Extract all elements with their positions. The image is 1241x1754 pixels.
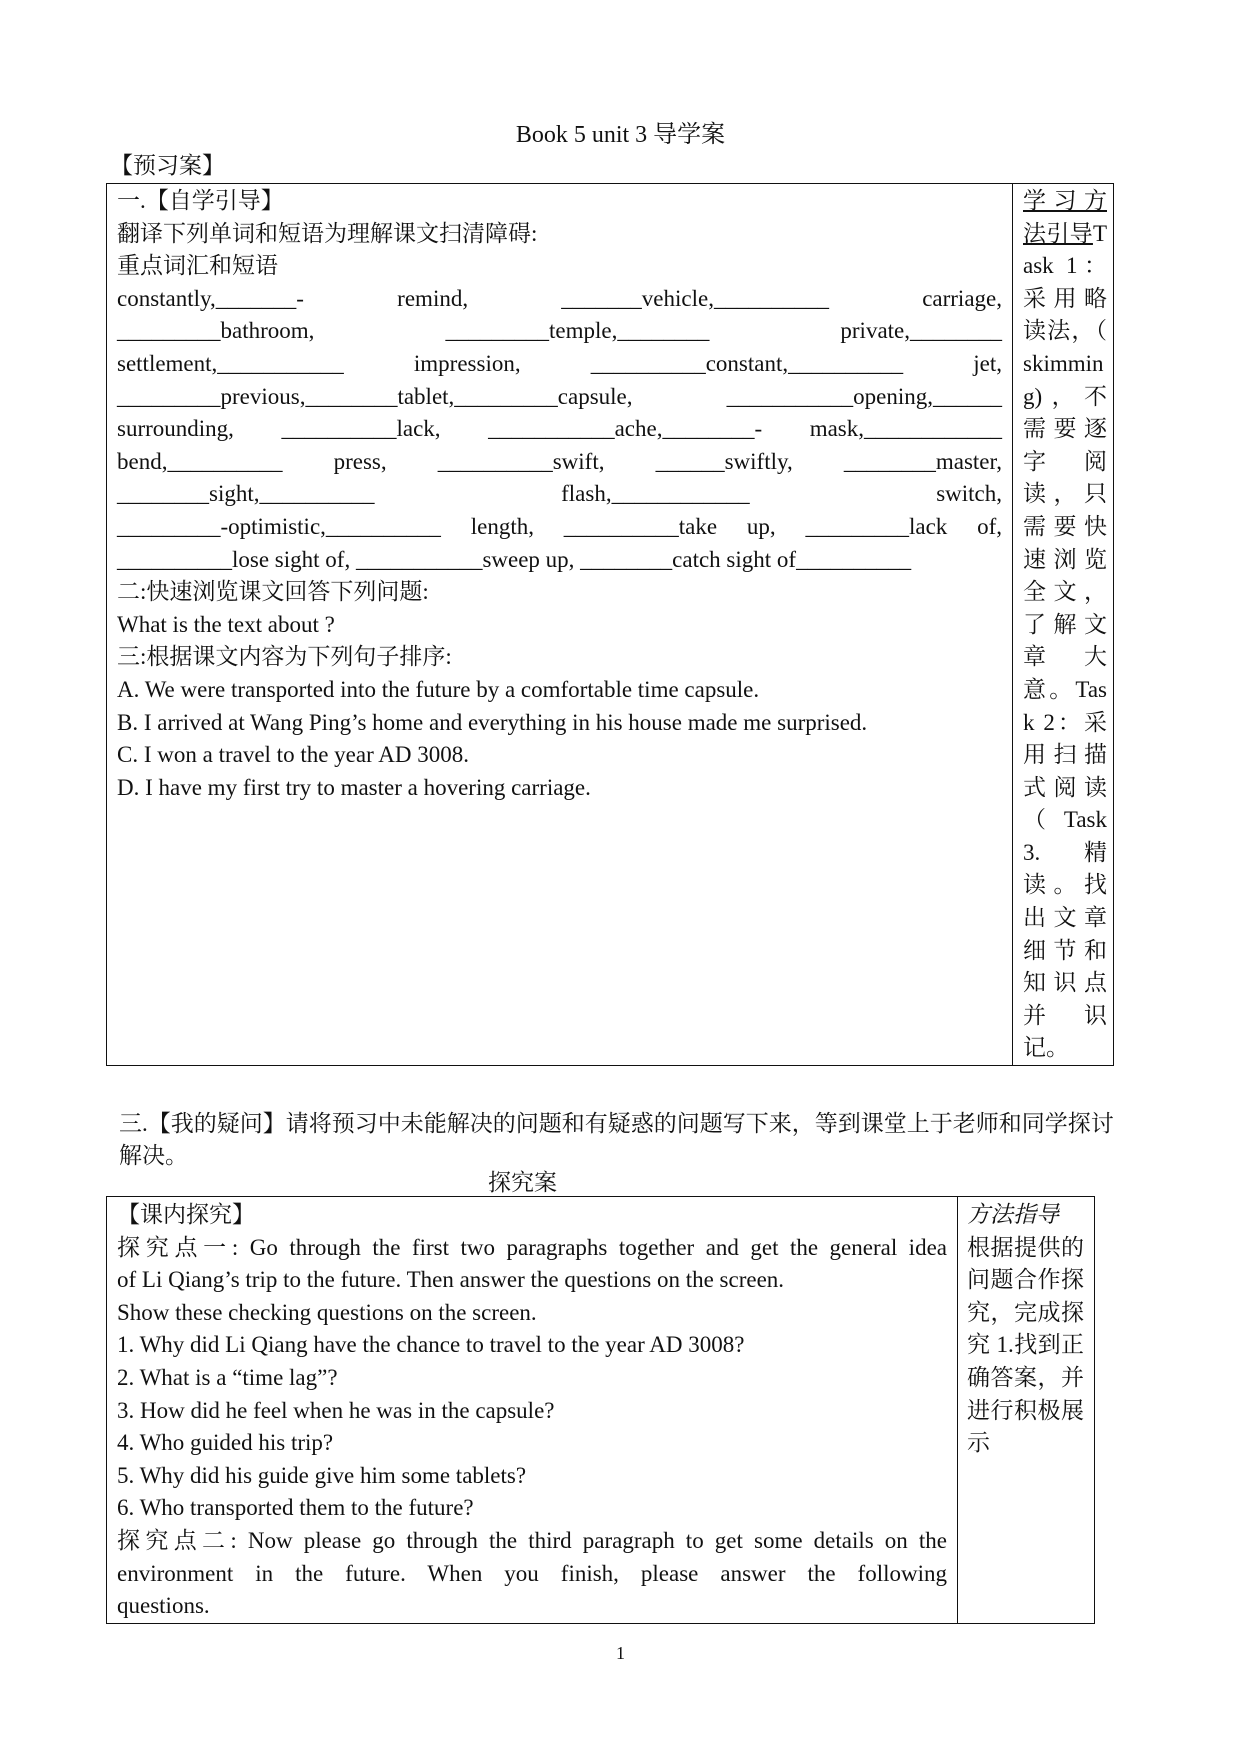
method-guide-body: Task 1：采用略读法，（ skimming)，不需要逐字阅读，只需要快速浏览全文，了解文章大意。Task 2：采用扫描式阅读（ Task 3.精读。找出文章细节和知识点并识记。 [1023,220,1107,1061]
question-item: 2. What is a “time lag”? [117,1364,338,1390]
method-guide-text [1023,185,1107,1065]
vocab-line: bend,__________ press, __________swift, ______swiftly, ________master, [117,448,1002,474]
explore-point-one: 探究点一: Go through the first two paragraphs together and get the general idea [117,1234,947,1260]
vocab-line: constantly,_______- remind, _______vehicle,__________ carriage, [117,285,1002,311]
question-item: 1. Why did Li Qiang have the chance to travel to the year AD 3008? [117,1332,745,1358]
vocab-line: _________bathroom, _________temple,________ private,________ [117,318,1002,344]
explore-heading: 探究案 [488,1170,557,1195]
page-number: 1 [616,1643,625,1663]
skim-question: What is the text about ? [117,611,335,637]
question-item: 5. Why did his guide give him some tablets? [117,1462,527,1488]
order-item: A. We were transported into the future by a comfortable time capsule. [117,676,760,702]
order-item: B. I arrived at Wang Ping’s home and everything in his house made me surprised. [117,709,868,735]
question-item: 3. How did he feel when he was in the capsule? [117,1397,555,1423]
in-class-heading: 【课内探究】 [117,1202,255,1227]
preview-main-cell [107,184,1013,1066]
explore-point-two-end: questions. [117,1593,210,1619]
document-title: Book 5 unit 3 导学案 [515,122,726,148]
method-hint-heading: 方法指导 [967,1202,1059,1227]
method-guide-heading: 学习方法引导 [1023,188,1107,246]
my-questions-section: 三.【我的疑问】请将预习中未能解决的问题和有疑惑的问题写下来，等到课堂上于老师和同学探讨解决。 [119,1111,1114,1168]
method-hint-cell [958,1197,1095,1624]
preview-section-heading: 【预习案】 [110,153,225,178]
vocab-line: ________sight,__________ flash,____________ switch, [117,481,1002,507]
preview-table [106,183,1114,1066]
vocab-line: _________previous,________tablet,_________capsule, ___________opening,______ [117,383,1002,409]
question-item: 6. Who transported them to the future? [117,1495,474,1521]
vocab-line: surrounding, __________lack, ___________ache,________- mask,____________ [117,416,1002,442]
explore-table [106,1196,1095,1624]
vocab-line: __________lose sight of, ___________sweep up, ________catch sight of__________ [117,546,912,572]
order-item: C. I won a travel to the year AD 3008. [117,742,469,768]
screen-instruction: Show these checking questions on the screen. [117,1299,537,1325]
self-study-heading: 一.【自学引导】 [117,188,284,213]
vocab-heading: 重点词汇和短语 [117,253,278,279]
question-item: 4. Who guided his trip? [117,1430,334,1456]
order-item: D. I have my first try to master a hovering carriage. [117,774,591,800]
method-guide-cell [1013,184,1114,1066]
skim-instruction: 二:快速浏览课文回答下列问题: [117,579,429,605]
explore-main-cell [107,1197,958,1624]
order-instruction: 三:根据课文内容为下列句子排序: [117,644,452,670]
vocab-line: _________-optimistic,__________ length, __________take up, _________lack of, [117,513,1002,539]
method-hint-text: 根据提供的问题合作探究，完成探究 1.找到正确答案，并进行积极展示 [967,1234,1084,1456]
explore-point-two-cont: environment in the future. When you finish, please answer the following [117,1560,947,1586]
explore-point-one-cont: of Li Qiang’s trip to the future. Then answer the questions on the screen. [117,1267,785,1293]
vocab-line: settlement,___________ impression, __________constant,__________ jet, [117,350,1002,376]
explore-point-two: 探究点二: Now please go through the third paragraph to get some details on the [117,1527,947,1553]
translate-instruction: 翻译下列单词和短语为理解课文扫清障碍: [117,220,538,246]
